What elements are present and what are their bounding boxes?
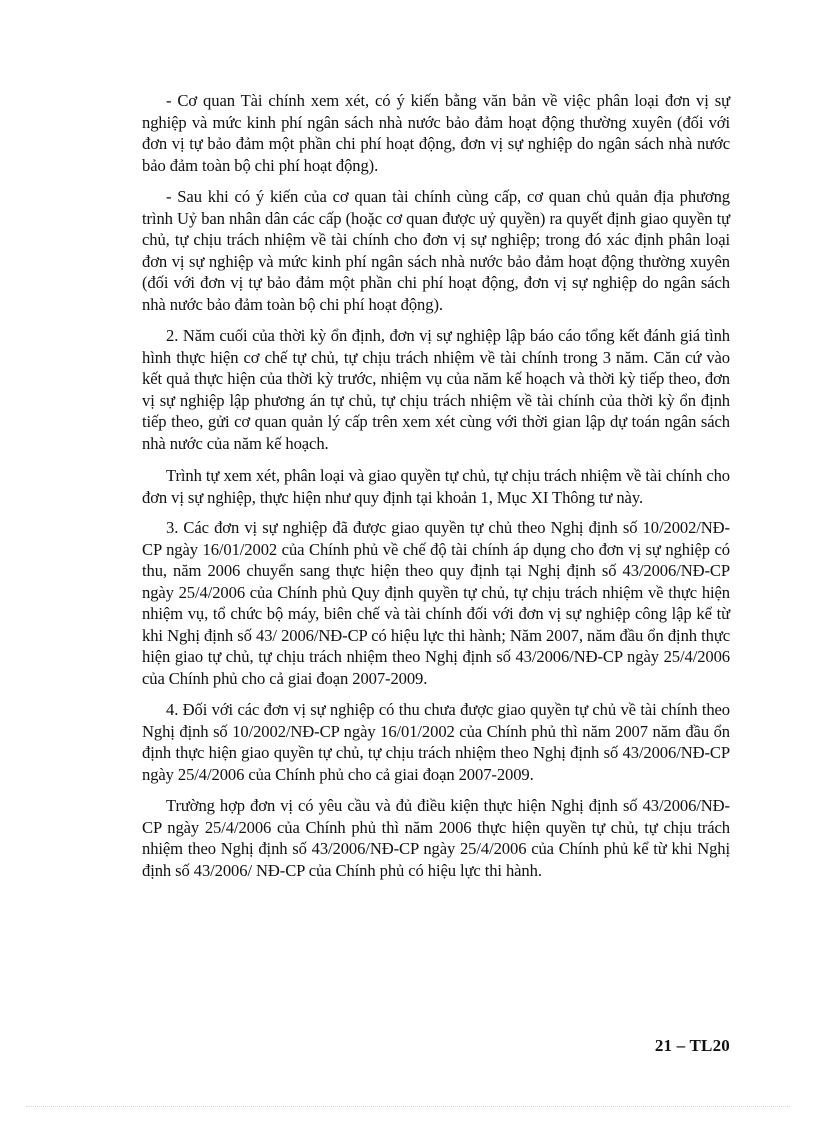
bottom-divider bbox=[26, 1106, 790, 1107]
paragraph-special-case: Trường hợp đơn vị có yêu cầu và đủ điều kiện thực hiện Nghị định số 43/2006/NĐ-CP ngày 25/4/2006 của Chính phủ thì năm 2006 thực hiện quyền tự chủ, tự chịu trách nhiệm theo Nghị định số 43/2006/NĐ-CP ngày 25/4/2006 của Chính phủ kể từ khi Nghị định số 43/2006/ NĐ-CP của Chính phủ có hiệu lực thi hành. bbox=[142, 796, 730, 880]
paragraph-procedure: Trình tự xem xét, phân loại và giao quyền tự chủ, tự chịu trách nhiệm về tài chính cho đơn vị sự nghiệp, thực hiện như quy định tại khoản 1, Mục XI Thông tư này. bbox=[142, 466, 730, 507]
paragraph-item-3: 3. Các đơn vị sự nghiệp đã được giao quyền tự chủ theo Nghị định số 10/2002/NĐ-CP ngày 16/01/2002 của Chính phủ về chế độ tài chính áp dụng cho đơn vị sự nghiệp có thu, năm 2006 chuyển sang thực hiện theo quy định tại Nghị định số 43/2006/NĐ-CP ngày 25/4/2006 của Chính phủ Quy định quyền tự chủ, tự chịu trách nhiệm về thực hiện nhiệm vụ, tổ chức bộ máy, biên chế và tài chính đối với đơn vị sự nghiệp công lập kể từ khi Nghị định số 43/ 2006/NĐ-CP có hiệu lực thi hành; Năm 2007, năm đầu ổn định thực hiện giao tự chủ, tự chịu trách nhiệm theo Nghị định số 43/2006/NĐ-CP ngày 25/4/2006 của Chính phủ cho cả giai đoạn 2007-2009. bbox=[142, 518, 730, 688]
document-body bbox=[142, 90, 730, 891]
paragraph-item-2: 2. Năm cuối của thời kỳ ổn định, đơn vị sự nghiệp lập báo cáo tổng kết đánh giá tình hình thực hiện cơ chế tự chủ, tự chịu trách nhiệm về tài chính trong 3 năm. Căn cứ vào kết quả thực hiện của thời kỳ trước, nhiệm vụ của năm kế hoạch và thời kỳ tiếp theo, đơn vị sự nghiệp lập phương án tự chủ, tự chịu trách nhiệm về tài chính của thời kỳ ổn định tiếp theo, gửi cơ quan quản lý cấp trên xem xét cùng với thời gian lập dự toán ngân sách nhà nước của năm kế hoạch. bbox=[142, 326, 730, 453]
paragraph-finance-review: - Cơ quan Tài chính xem xét, có ý kiến bằng văn bản về việc phân loại đơn vị sự nghiệp và mức kinh phí ngân sách nhà nước bảo đảm hoạt động thường xuyên (đối với đơn vị tự bảo đảm một phần chi phí hoạt động, đơn vị sự nghiệp do ngân sách nhà nước bảo đảm toàn bộ chi phí hoạt động). bbox=[142, 91, 730, 175]
paragraph-autonomy-decision: - Sau khi có ý kiến của cơ quan tài chính cùng cấp, cơ quan chủ quản địa phương trình Uỷ ban nhân dân các cấp (hoặc cơ quan được uỷ quyền) ra quyết định giao quyền tự chủ, tự chịu trách nhiệm về tài chính cho đơn vị sự nghiệp; trong đó xác định phân loại đơn vị sự nghiệp và mức kinh phí ngân sách nhà nước bảo đảm hoạt động thường xuyên (đối với đơn vị tự bảo đảm một phần chi phí hoạt động, đơn vị sự nghiệp do ngân sách nhà nước bảo đảm toàn bộ chi phí hoạt động). bbox=[142, 187, 730, 314]
page-footer: 21 – TL20 bbox=[654, 1036, 730, 1055]
paragraph-item-4: 4. Đối với các đơn vị sự nghiệp có thu chưa được giao quyền tự chủ về tài chính theo Nghị định số 10/2002/NĐ-CP ngày 16/01/2002 của Chính phủ thì năm 2007 năm đầu ổn định thực hiện giao quyền tự chủ, tự chịu trách nhiệm theo Nghị định số 43/2006/NĐ-CP ngày 25/4/2006 của Chính phủ cho cả giai đoạn 2007-2009. bbox=[142, 700, 730, 784]
